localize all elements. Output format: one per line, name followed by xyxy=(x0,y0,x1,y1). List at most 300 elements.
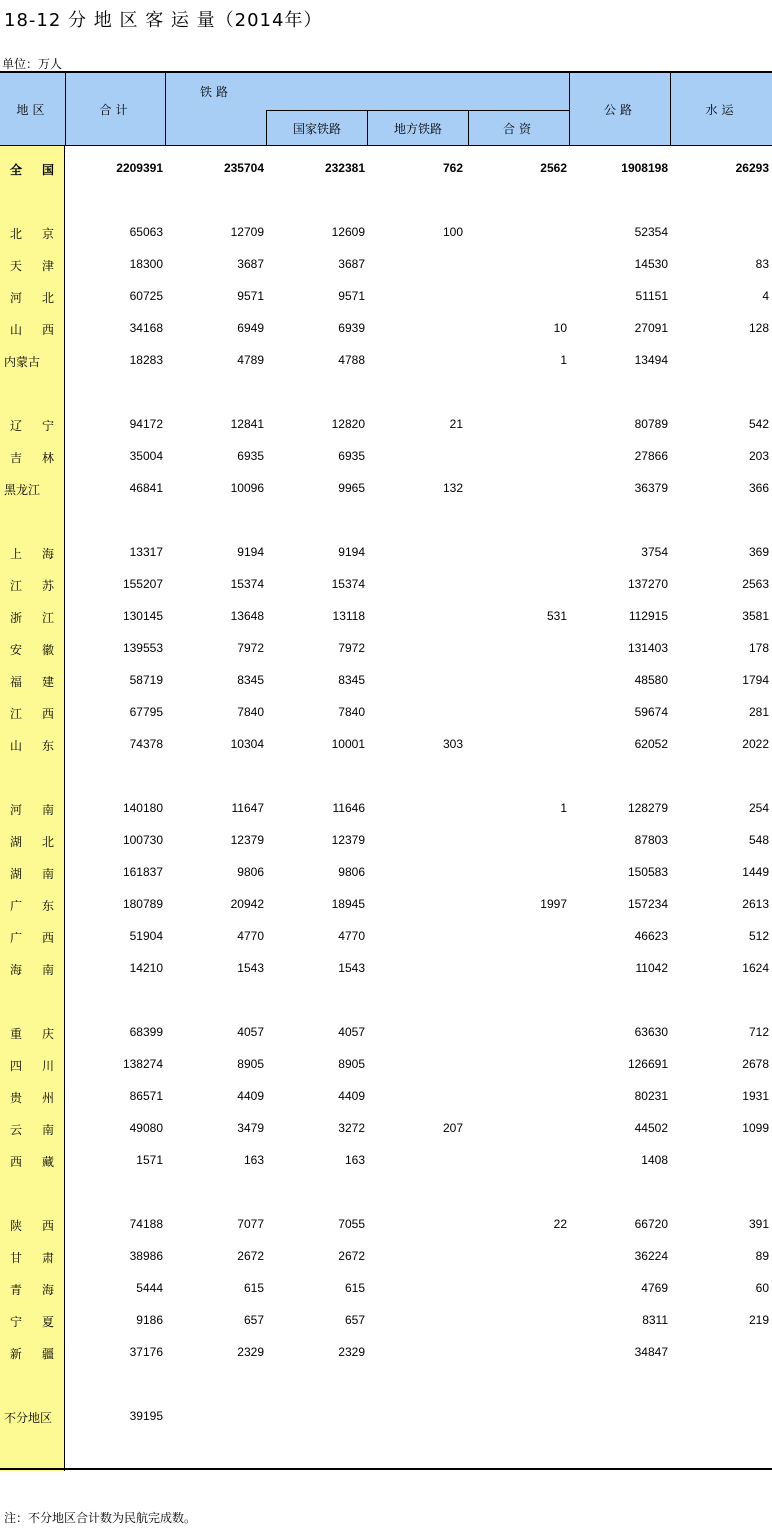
region-name xyxy=(4,673,62,690)
cell-water: 4 xyxy=(762,289,769,303)
cell-total: 1571 xyxy=(136,1153,163,1167)
region-name-char: 北 xyxy=(41,835,54,849)
table-row xyxy=(0,479,772,499)
region-name-char: 东 xyxy=(41,899,54,913)
cell-railway: 7972 xyxy=(237,641,264,655)
region-name-char: 林 xyxy=(41,451,54,465)
cell-highway: 8311 xyxy=(642,1313,668,1327)
cell-total: 180789 xyxy=(122,897,163,911)
region-name: 不分地区 xyxy=(4,1411,53,1425)
cell-highway: 4769 xyxy=(641,1281,668,1295)
cell-highway: 46623 xyxy=(634,929,668,943)
table-row xyxy=(0,159,772,179)
region-name-char: 全 xyxy=(10,163,23,177)
cell-total: 94172 xyxy=(129,417,163,431)
region-name xyxy=(4,801,62,818)
cell-water: 26293 xyxy=(735,161,769,175)
cell-railway: 13648 xyxy=(230,609,264,623)
cell-total: 18283 xyxy=(129,353,163,367)
cell-total: 139553 xyxy=(122,641,163,655)
cell-national: 10001 xyxy=(331,737,365,751)
cell-highway: 44502 xyxy=(634,1121,668,1135)
table-row xyxy=(0,1151,772,1171)
cell-highway: 36379 xyxy=(634,481,668,495)
header-divider xyxy=(266,110,570,111)
cell-water: 512 xyxy=(748,929,769,943)
region-name-char: 江 xyxy=(41,611,54,625)
region-name-char: 贵 xyxy=(10,1091,23,1105)
region-name xyxy=(4,865,62,882)
cell-national: 232381 xyxy=(324,161,365,175)
cell-water: 89 xyxy=(755,1249,769,1263)
table-row xyxy=(0,1343,772,1363)
region-name-char: 上 xyxy=(10,547,23,561)
header-divider xyxy=(670,73,671,146)
region-name-char: 重 xyxy=(10,1027,23,1041)
header-local-railway: 地方铁路 xyxy=(393,122,442,136)
table-row xyxy=(0,959,772,979)
cell-water: 83 xyxy=(755,257,769,271)
table-row xyxy=(0,1311,772,1331)
unit-label: 单位：万人 xyxy=(2,57,63,71)
header-national-railway: 国家铁路 xyxy=(292,122,341,136)
header-highway: 公路 xyxy=(603,103,636,117)
region-name-char: 东 xyxy=(41,739,54,753)
region-name-char: 国 xyxy=(41,163,54,177)
cell-water: 2022 xyxy=(742,737,769,751)
cell-national: 15374 xyxy=(331,577,365,591)
cell-national: 4409 xyxy=(338,1089,365,1103)
cell-water: 3581 xyxy=(742,609,769,623)
cell-water: 2563 xyxy=(742,577,769,591)
cell-railway: 9194 xyxy=(237,545,264,559)
table-row xyxy=(0,735,772,755)
cell-water: 1794 xyxy=(742,673,769,687)
cell-national: 3687 xyxy=(338,257,365,271)
table-row xyxy=(0,927,772,947)
cell-national: 12609 xyxy=(331,225,365,239)
cell-national: 7972 xyxy=(338,641,365,655)
region-name-char: 南 xyxy=(41,963,54,977)
cell-water: 1931 xyxy=(742,1089,769,1103)
cell-railway: 7077 xyxy=(237,1217,264,1231)
cell-highway: 87803 xyxy=(634,833,668,847)
table-row xyxy=(0,543,772,563)
region-name-char: 南 xyxy=(41,1123,54,1137)
cell-railway: 4409 xyxy=(237,1089,264,1103)
cell-highway: 11042 xyxy=(635,961,668,975)
cell-jv: 22 xyxy=(553,1217,567,1231)
cell-railway: 3479 xyxy=(237,1121,264,1135)
region-name-char: 海 xyxy=(41,1283,54,1297)
header-joint-venture: 合资 xyxy=(502,122,535,136)
cell-national: 4788 xyxy=(338,353,365,367)
cell-railway: 4789 xyxy=(237,353,264,367)
header-region: 地区 xyxy=(16,103,49,117)
region-name-char: 吉 xyxy=(10,451,23,465)
cell-total: 60725 xyxy=(129,289,163,303)
cell-total: 140180 xyxy=(122,801,163,815)
cell-total: 138274 xyxy=(122,1057,163,1071)
region-name xyxy=(4,1281,62,1298)
cell-highway: 150583 xyxy=(627,865,668,879)
table-row xyxy=(0,575,772,595)
cell-highway: 27091 xyxy=(634,321,668,335)
region-name-char: 建 xyxy=(41,675,54,689)
region-name-char: 肃 xyxy=(41,1251,54,1265)
region-name-char: 福 xyxy=(10,675,23,689)
cell-total: 35004 xyxy=(129,449,163,463)
header-divider xyxy=(266,110,267,146)
header-railway: 铁路 xyxy=(199,85,232,99)
cell-railway: 3687 xyxy=(237,257,264,271)
cell-total: 74188 xyxy=(129,1217,163,1231)
passenger-table xyxy=(0,71,772,1471)
header-divider xyxy=(468,110,469,146)
region-name-char: 西 xyxy=(41,707,54,721)
region-name-char: 州 xyxy=(41,1091,54,1105)
region-name-char: 藏 xyxy=(41,1155,54,1169)
cell-highway: 52354 xyxy=(634,225,668,239)
cell-railway: 8905 xyxy=(237,1057,264,1071)
cell-jv: 1 xyxy=(560,353,567,367)
cell-water: 281 xyxy=(748,705,769,719)
region-name xyxy=(4,929,62,946)
cell-railway: 2672 xyxy=(237,1249,264,1263)
cell-railway: 20942 xyxy=(230,897,264,911)
cell-national: 4057 xyxy=(338,1025,365,1039)
cell-water: 178 xyxy=(748,641,769,655)
cell-highway: 51151 xyxy=(635,289,668,303)
region-name-char: 津 xyxy=(41,259,54,273)
cell-railway: 15374 xyxy=(230,577,264,591)
cell-railway: 10096 xyxy=(230,481,264,495)
cell-water: 542 xyxy=(748,417,769,431)
cell-railway: 1543 xyxy=(237,961,264,975)
region-name-char: 湖 xyxy=(10,867,23,881)
table-row xyxy=(0,351,772,371)
region-name-char: 苏 xyxy=(41,579,54,593)
cell-highway: 126691 xyxy=(627,1057,668,1071)
cell-jv: 531 xyxy=(546,609,567,623)
cell-total: 5444 xyxy=(136,1281,163,1295)
cell-railway: 163 xyxy=(243,1153,264,1167)
cell-highway: 80789 xyxy=(634,417,668,431)
cell-water: 712 xyxy=(748,1025,769,1039)
cell-national: 2329 xyxy=(338,1345,365,1359)
region-name-char: 庆 xyxy=(41,1027,54,1041)
region-name-char: 广 xyxy=(10,931,23,945)
cell-local: 303 xyxy=(442,737,463,751)
cell-total: 68399 xyxy=(129,1025,163,1039)
region-name-char: 安 xyxy=(10,643,23,657)
cell-total: 38986 xyxy=(129,1249,163,1263)
cell-railway: 4057 xyxy=(237,1025,264,1039)
header-divider xyxy=(367,110,368,146)
region-name xyxy=(4,257,62,274)
cell-water: 254 xyxy=(748,801,769,815)
region-name xyxy=(4,705,62,722)
cell-highway: 63630 xyxy=(634,1025,668,1039)
table-row xyxy=(0,255,772,275)
cell-highway: 59674 xyxy=(634,705,668,719)
region-name-char: 江 xyxy=(10,707,23,721)
cell-railway: 11647 xyxy=(231,801,264,815)
cell-water: 203 xyxy=(748,449,769,463)
region-name-char: 北 xyxy=(41,291,54,305)
cell-water: 2613 xyxy=(742,897,769,911)
cell-highway: 80231 xyxy=(634,1089,668,1103)
cell-total: 14210 xyxy=(129,961,163,975)
cell-railway: 8345 xyxy=(237,673,264,687)
cell-highway: 66720 xyxy=(634,1217,668,1231)
cell-railway: 9571 xyxy=(237,289,264,303)
cell-local: 100 xyxy=(442,225,463,239)
footnote: 注：不分地区合计数为民航完成数。 xyxy=(4,1511,197,1525)
table-row xyxy=(0,607,772,627)
cell-railway: 7840 xyxy=(237,705,264,719)
cell-national: 9571 xyxy=(338,289,365,303)
cell-total: 155207 xyxy=(122,577,163,591)
region-name: 内蒙古 xyxy=(4,355,41,369)
region-name xyxy=(4,417,62,434)
cell-railway: 6949 xyxy=(237,321,264,335)
table-header xyxy=(0,71,772,146)
cell-local: 21 xyxy=(449,417,463,431)
region-name-char: 山 xyxy=(10,323,23,337)
region-name-char: 海 xyxy=(10,963,23,977)
cell-total: 49080 xyxy=(129,1121,163,1135)
cell-national: 8345 xyxy=(338,673,365,687)
cell-highway: 14530 xyxy=(634,257,668,271)
region-name xyxy=(4,1345,62,1362)
cell-national: 12379 xyxy=(331,833,365,847)
cell-national: 12820 xyxy=(331,417,365,431)
cell-water: 391 xyxy=(748,1217,769,1231)
table-row xyxy=(0,1087,772,1107)
region-name-char: 西 xyxy=(41,931,54,945)
region-name xyxy=(4,897,62,914)
cell-total: 74378 xyxy=(129,737,163,751)
table-row xyxy=(0,1247,772,1267)
region-name-char: 河 xyxy=(10,291,23,305)
region-name xyxy=(4,225,62,242)
region-name-char: 宁 xyxy=(41,419,54,433)
table-row xyxy=(0,1407,772,1427)
region-name-char: 四 xyxy=(10,1059,23,1073)
cell-total: 34168 xyxy=(129,321,163,335)
region-name xyxy=(4,1121,62,1138)
cell-water: 128 xyxy=(748,321,769,335)
region-name-char: 河 xyxy=(10,803,23,817)
region-name-char: 青 xyxy=(10,1283,23,1297)
cell-national: 8905 xyxy=(338,1057,365,1071)
table-row xyxy=(0,639,772,659)
cell-national: 615 xyxy=(344,1281,365,1295)
cell-highway: 1408 xyxy=(641,1153,668,1167)
cell-national: 18945 xyxy=(331,897,365,911)
header-divider xyxy=(165,73,166,146)
region-name-char: 徽 xyxy=(41,643,54,657)
region-name xyxy=(4,1217,62,1234)
cell-railway: 235704 xyxy=(223,161,264,175)
cell-highway: 13494 xyxy=(634,353,668,367)
cell-railway: 12841 xyxy=(230,417,264,431)
cell-national: 9806 xyxy=(338,865,365,879)
cell-highway: 112915 xyxy=(628,609,668,623)
cell-total: 9186 xyxy=(136,1313,163,1327)
cell-total: 2209391 xyxy=(116,161,163,175)
region-name-char: 新 xyxy=(10,1347,23,1361)
region-name-char: 陕 xyxy=(10,1219,23,1233)
cell-total: 13317 xyxy=(129,545,163,559)
cell-national: 9194 xyxy=(338,545,365,559)
header-total: 合计 xyxy=(99,103,132,117)
cell-national: 7840 xyxy=(338,705,365,719)
region-name-char: 广 xyxy=(10,899,23,913)
region-name xyxy=(4,289,62,306)
cell-highway: 131403 xyxy=(627,641,668,655)
region-name-char: 云 xyxy=(10,1123,23,1137)
cell-national: 9965 xyxy=(338,481,365,495)
cell-national: 7055 xyxy=(338,1217,365,1231)
cell-highway: 48580 xyxy=(634,673,668,687)
cell-highway: 34847 xyxy=(634,1345,668,1359)
region-name xyxy=(4,1313,62,1330)
table-row xyxy=(0,895,772,915)
cell-railway: 2329 xyxy=(237,1345,264,1359)
cell-highway: 137270 xyxy=(627,577,668,591)
cell-highway: 62052 xyxy=(634,737,668,751)
table-row xyxy=(0,799,772,819)
region-name-char: 天 xyxy=(10,259,23,273)
region-name xyxy=(4,577,62,594)
cell-total: 39195 xyxy=(129,1409,163,1423)
cell-railway: 4770 xyxy=(237,929,264,943)
region-name-char: 海 xyxy=(41,547,54,561)
table-row xyxy=(0,415,772,435)
cell-total: 46841 xyxy=(129,481,163,495)
cell-national: 657 xyxy=(344,1313,365,1327)
cell-local: 132 xyxy=(442,481,463,495)
table-row xyxy=(0,1119,772,1139)
cell-national: 4770 xyxy=(338,929,365,943)
cell-national: 163 xyxy=(344,1153,365,1167)
cell-water: 60 xyxy=(755,1281,769,1295)
region-name-char: 湖 xyxy=(10,835,23,849)
table-bottom-rule xyxy=(0,1468,772,1470)
cell-water: 1099 xyxy=(742,1121,769,1135)
cell-total: 67795 xyxy=(129,705,163,719)
region-name-char: 江 xyxy=(10,579,23,593)
region-name-char: 西 xyxy=(10,1155,23,1169)
region-name-char: 南 xyxy=(41,803,54,817)
region-name xyxy=(4,1249,62,1266)
cell-highway: 128279 xyxy=(627,801,668,815)
table-row xyxy=(0,223,772,243)
table-row xyxy=(0,703,772,723)
cell-highway: 157234 xyxy=(627,897,668,911)
region-name-char: 川 xyxy=(41,1059,54,1073)
cell-water: 2678 xyxy=(742,1057,769,1071)
region-name-char: 夏 xyxy=(41,1315,54,1329)
cell-total: 86571 xyxy=(129,1089,163,1103)
cell-total: 58719 xyxy=(129,673,163,687)
cell-highway: 3754 xyxy=(641,545,668,559)
cell-water: 369 xyxy=(748,545,769,559)
header-divider xyxy=(65,73,66,146)
region-name-char: 辽 xyxy=(10,419,23,433)
table-row xyxy=(0,671,772,691)
region-name xyxy=(4,321,62,338)
cell-total: 18300 xyxy=(129,257,163,271)
table-row xyxy=(0,863,772,883)
region-name xyxy=(4,1153,62,1170)
header-waterway: 水运 xyxy=(705,103,738,117)
cell-national: 1543 xyxy=(338,961,365,975)
cell-railway: 9806 xyxy=(237,865,264,879)
region-name xyxy=(4,737,62,754)
cell-total: 130145 xyxy=(122,609,163,623)
region-name-char: 北 xyxy=(10,227,23,241)
region-name xyxy=(4,641,62,658)
cell-local: 762 xyxy=(442,161,463,175)
region-name xyxy=(4,545,62,562)
cell-railway: 12379 xyxy=(230,833,264,847)
region-name xyxy=(4,161,62,178)
region-name-char: 浙 xyxy=(10,611,23,625)
region-name-char: 西 xyxy=(41,323,54,337)
region-name-char: 南 xyxy=(41,867,54,881)
cell-jv: 1 xyxy=(560,801,567,815)
cell-national: 2672 xyxy=(338,1249,365,1263)
cell-total: 65063 xyxy=(129,225,163,239)
region-name: 黑龙江 xyxy=(4,483,41,497)
region-name-char: 山 xyxy=(10,739,23,753)
region-name xyxy=(4,1057,62,1074)
region-name xyxy=(4,833,62,850)
region-name xyxy=(4,449,62,466)
region-name-char: 京 xyxy=(41,227,54,241)
region-name xyxy=(4,609,62,626)
cell-total: 100730 xyxy=(122,833,163,847)
cell-national: 3272 xyxy=(338,1121,365,1135)
cell-railway: 6935 xyxy=(237,449,264,463)
cell-water: 1624 xyxy=(742,961,769,975)
table-row xyxy=(0,1055,772,1075)
region-name-char: 西 xyxy=(41,1219,54,1233)
cell-jv: 10 xyxy=(553,321,567,335)
cell-railway: 12709 xyxy=(230,225,264,239)
cell-railway: 657 xyxy=(243,1313,264,1327)
cell-total: 37176 xyxy=(129,1345,163,1359)
cell-national: 6935 xyxy=(338,449,365,463)
table-row xyxy=(0,287,772,307)
cell-water: 219 xyxy=(748,1313,769,1327)
table-row xyxy=(0,319,772,339)
page-title: 18-12 分 地 区 客 运 量（2014年） xyxy=(4,10,323,31)
cell-total: 161837 xyxy=(122,865,163,879)
cell-water: 1449 xyxy=(742,865,769,879)
region-name xyxy=(4,1025,62,1042)
region-name xyxy=(4,1089,62,1106)
cell-jv: 2562 xyxy=(540,161,567,175)
table-row xyxy=(0,1215,772,1235)
cell-local: 207 xyxy=(442,1121,463,1135)
cell-total: 51904 xyxy=(129,929,163,943)
region-name-char: 疆 xyxy=(41,1347,54,1361)
cell-highway: 36224 xyxy=(634,1249,668,1263)
